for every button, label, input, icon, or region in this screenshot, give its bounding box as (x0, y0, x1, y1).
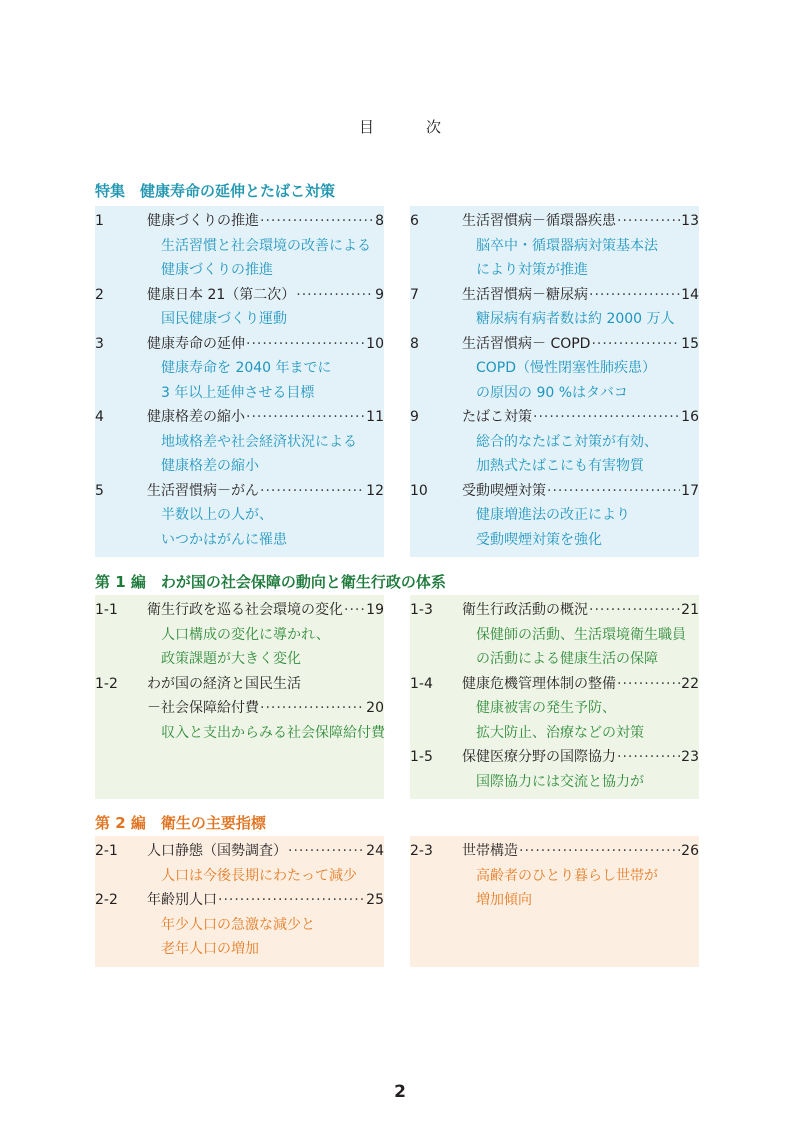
dot-leader (617, 209, 680, 234)
toc-entry-page-number: 24 (366, 843, 384, 859)
toc-entry-page-number: 12 (366, 482, 384, 499)
toc-entry-title: 衛生行政活動の概況 (462, 602, 588, 618)
toc-entry-page-number: 23 (681, 749, 699, 765)
dot-leader (617, 745, 680, 770)
toc-entry-number: 8 (410, 335, 419, 352)
toc-entry-subtitle: 老年人口の増加 (161, 941, 259, 957)
toc-entry-number: 4 (95, 409, 104, 425)
toc-entry-subtitle: 高齢者のひとり暮らし世帯が (476, 867, 658, 884)
toc-entry-line[interactable] (410, 332, 699, 357)
toc-entry-title: 世帯構造 (462, 843, 518, 859)
toc-entry-subtitle: 総合的なたばこ対策が有効、 (476, 433, 658, 450)
toc-entry-line[interactable] (95, 672, 384, 697)
toc-entry[interactable] (410, 209, 699, 283)
page-number: 2 (394, 1082, 406, 1102)
toc-entry-number: 2-2 (95, 892, 118, 908)
toc-entry-subtitle: 年少人口の急激な減少と (161, 916, 315, 933)
toc-entry-subtitle: 国民健康づくり運動 (161, 311, 287, 327)
part2-right-column (410, 836, 699, 967)
part1-heading: 第 1 編 わが国の社会保障の動向と衛生行政の体系 (95, 573, 446, 591)
toc-entry-number: 1 (95, 213, 104, 229)
toc-entry-line[interactable] (410, 479, 699, 504)
toc-entry[interactable] (95, 209, 384, 283)
toc-entry-title: 受動喫煙対策 (462, 482, 546, 499)
special-feature-heading: 特集 健康寿命の延伸とたばこ対策 (95, 182, 336, 200)
toc-entry-subtitle: 国際協力には交流と協力が (476, 773, 644, 790)
toc-entry-line[interactable] (95, 283, 384, 308)
toc-entry-subtitle: 保健師の活動、生活環境衛生職員 (476, 626, 686, 643)
toc-entry-page-number: 20 (366, 700, 384, 716)
part1-left-column (95, 595, 384, 799)
toc-entry-page-number: 22 (681, 675, 699, 692)
toc-entry-subtitle: 受動喫煙対策を強化 (476, 531, 602, 548)
dot-leader (533, 405, 680, 430)
toc-entry-line[interactable] (410, 598, 699, 623)
special-feature-columns (95, 206, 699, 557)
dot-leader (547, 479, 680, 504)
part2-left-column (95, 836, 384, 967)
toc-entry-line[interactable] (410, 209, 699, 234)
toc-entry-title: 生活習慣病－糖尿病 (462, 286, 588, 303)
toc-entry-subtitle: 健康被害の発生予防、 (476, 700, 616, 716)
toc-entry-page-number: 19 (366, 602, 384, 618)
toc-entry-line[interactable] (410, 405, 699, 430)
toc-entry-subtitle: COPD（慢性閉塞性肺疾患） (476, 360, 657, 376)
toc-entry-title: 生活習慣病－循環器疾患 (462, 213, 616, 229)
toc-entry[interactable] (95, 672, 384, 746)
toc-entry[interactable] (410, 598, 699, 672)
toc-entry[interactable] (95, 839, 384, 888)
toc-entry[interactable] (410, 283, 699, 332)
toc-entry-subtitle: いつかはがんに罹患 (161, 531, 287, 548)
toc-entry-number: 7 (410, 286, 419, 303)
toc-entry-line[interactable] (410, 672, 699, 697)
special-feature-section (95, 180, 699, 557)
toc-entry-number: 5 (95, 482, 104, 499)
dot-leader (260, 479, 365, 504)
toc-entry-title: 生活習慣病－がん (147, 482, 259, 499)
toc-entry-subtitle: 人口構成の変化に導かれ、 (161, 626, 330, 643)
toc-entry-page-number: 15 (681, 335, 699, 352)
toc-title (0, 116, 800, 137)
toc-entry-subtitle: 地域格差や社会経済状況による (161, 433, 357, 450)
toc-entry-subtitle: 増加傾向 (476, 892, 532, 908)
toc-entry-page-number: 9 (375, 286, 384, 303)
toc-entry[interactable] (410, 479, 699, 553)
toc-entry[interactable] (95, 479, 384, 553)
toc-entry-line[interactable] (410, 283, 699, 308)
toc-entry-number: 9 (410, 409, 419, 425)
special-feature-left-column (95, 206, 384, 557)
toc-entry-subtitle: 政策課題が大きく変化 (161, 651, 301, 667)
toc-entry-page-number: 11 (366, 409, 384, 425)
toc-entry-line[interactable] (95, 479, 384, 504)
part2-section (95, 812, 699, 967)
dot-leader (591, 332, 680, 357)
toc-entry-page-number: 25 (366, 892, 384, 908)
toc-entry-number: 3 (95, 335, 104, 352)
dot-leader (617, 672, 680, 697)
toc-entry[interactable] (410, 839, 699, 913)
dot-leader (218, 888, 365, 913)
toc-entry-title: 衛生行政を巡る社会環境の変化 (147, 602, 343, 618)
toc-entry-title: 生活習慣病－ COPD (462, 335, 591, 352)
part1-columns (95, 595, 699, 799)
toc-entry-number: 2-1 (95, 843, 118, 859)
toc-title-char-2: 次 (426, 118, 442, 136)
toc-entry-number: 2-3 (410, 843, 433, 859)
toc-entry-page-number: 26 (681, 843, 699, 859)
dot-leader (296, 283, 374, 308)
toc-entry-number: 1-2 (95, 675, 118, 692)
toc-entry-line[interactable] (410, 745, 699, 770)
toc-entry-number: 1-3 (410, 602, 433, 618)
toc-entry-line[interactable] (95, 332, 384, 357)
toc-entry-subtitle: 生活習慣と社会環境の改善による (161, 237, 371, 254)
toc-entry-subtitle: 拡大防止、治療などの対策 (476, 724, 644, 741)
toc-entry-title: 健康日本 21（第二次） (147, 286, 296, 303)
toc-entry-subtitle: 健康づくりの推進 (161, 262, 273, 278)
toc-entry-subtitle: 人口は今後長期にわたって減少 (161, 867, 357, 884)
toc-entry-line[interactable] (95, 696, 384, 721)
toc-entry-page-number: 14 (681, 286, 699, 303)
toc-entry-subtitle: 脳卒中・循環器病対策基本法 (476, 237, 658, 254)
toc-entry-title: 年齢別人口 (147, 892, 217, 908)
part1-section (95, 571, 699, 799)
toc-entry-title: 保健医療分野の国際協力 (462, 749, 616, 765)
toc-entry-title: －社会保障給付費 (147, 700, 259, 716)
toc-entry-subtitle: 3 年以上延伸させる目標 (161, 384, 315, 401)
toc-entry-number: 1-1 (95, 602, 118, 618)
toc-entry-title: 健康格差の縮小 (147, 409, 245, 425)
toc-entry-line[interactable] (410, 839, 699, 864)
toc-entry-subtitle: の原因の 90 %はタバコ (476, 384, 628, 401)
toc-entry-title: 人口静態（国勢調査） (147, 843, 287, 859)
toc-entry[interactable] (95, 405, 384, 479)
dot-leader (589, 598, 680, 623)
toc-entry-subtitle: 健康寿命を 2040 年までに (161, 360, 332, 376)
toc-entry[interactable] (410, 672, 699, 746)
toc-entry-line[interactable] (95, 405, 384, 430)
part2-heading: 第 2 編 衛生の主要指標 (95, 814, 266, 832)
toc-entry-line[interactable] (95, 209, 384, 234)
toc-entry[interactable] (410, 405, 699, 479)
dot-leader (246, 332, 365, 357)
part2-columns (95, 836, 699, 967)
dot-leader (288, 839, 365, 864)
toc-entry-subtitle: 健康増進法の改正により (476, 507, 630, 523)
dot-leader (260, 209, 374, 234)
toc-entry[interactable] (410, 332, 699, 406)
toc-entry-page-number: 10 (366, 335, 384, 352)
toc-entry-number: 2 (95, 286, 104, 303)
toc-entry-page-number: 17 (681, 482, 699, 499)
toc-entry-page-number: 16 (681, 409, 699, 425)
toc-entry-number: 6 (410, 213, 419, 229)
dot-leader (344, 598, 365, 623)
toc-entry-page-number: 13 (681, 213, 699, 229)
toc-entry-title: わが国の経済と国民生活 (147, 675, 301, 692)
toc-entry-title: 健康寿命の延伸 (147, 335, 245, 352)
toc-entry-title: 健康づくりの推進 (147, 213, 259, 229)
toc-entry-subtitle: の活動による健康生活の保障 (476, 651, 658, 667)
toc-entry-subtitle: により対策が推進 (476, 262, 588, 278)
toc-entry-title: たばこ対策 (462, 409, 532, 425)
dot-leader (589, 283, 680, 308)
toc-entry[interactable] (95, 283, 384, 332)
toc-entry-line[interactable] (95, 598, 384, 623)
toc-entry-subtitle: 糖尿病有病者数は約 2000 万人 (476, 311, 675, 327)
toc-entry-page-number: 21 (681, 602, 699, 618)
toc-entry[interactable] (95, 598, 384, 672)
toc-entry-subtitle: 収入と支出からみる社会保障給付費 (161, 724, 385, 741)
toc-entry-page-number: 8 (375, 213, 384, 229)
dot-leader (519, 839, 680, 864)
toc-entry-line[interactable] (95, 839, 384, 864)
toc-entry-subtitle: 健康格差の縮小 (161, 458, 259, 474)
toc-entry[interactable] (95, 332, 384, 406)
toc-entry-number: 1-4 (410, 675, 433, 692)
toc-entry-line[interactable] (95, 888, 384, 913)
toc-title-char-1: 目 (358, 118, 374, 136)
toc-entry-title: 健康危機管理体制の整備 (462, 675, 616, 692)
dot-leader (246, 405, 365, 430)
toc-entry[interactable] (410, 745, 699, 794)
dot-leader (260, 696, 365, 721)
part1-right-column (410, 595, 699, 799)
special-feature-right-column (410, 206, 699, 557)
toc-entry-subtitle: 加熱式たばこにも有害物質 (476, 458, 644, 474)
toc-entry-number: 10 (410, 482, 428, 499)
toc-entry[interactable] (95, 888, 384, 962)
toc-entry-number: 1-5 (410, 749, 433, 765)
toc-entry-subtitle: 半数以上の人が、 (161, 507, 273, 523)
